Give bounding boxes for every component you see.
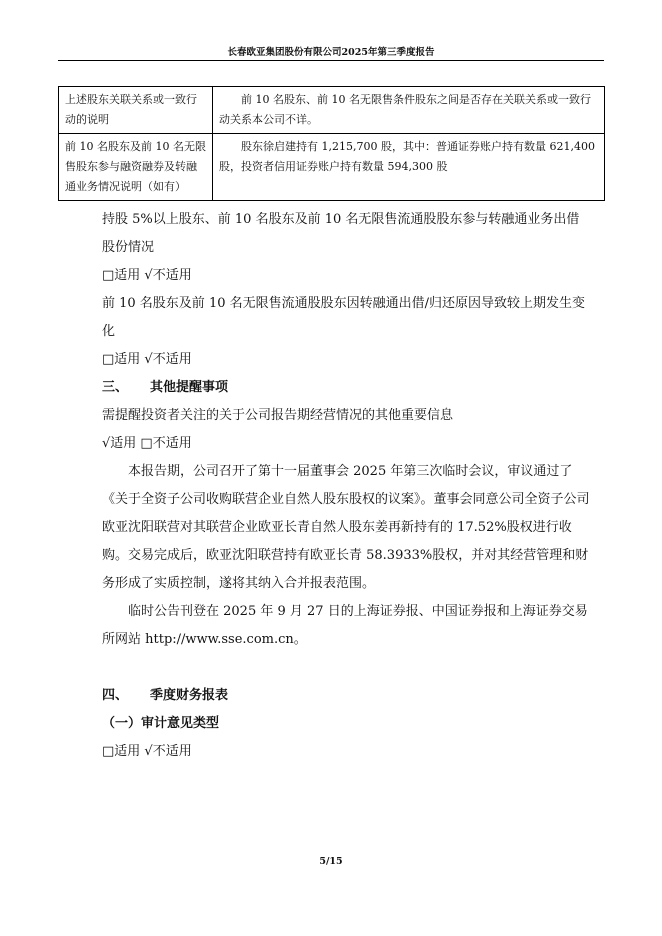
table-row (59, 134, 605, 201)
paragraph-board-meeting: 本报告期，公司召开了第十一届董事会 2025 年第三次临时会议，审议通过了《关于全资子公司收购联营企业自然人股东股权的议案》。董事会同意公司全资子公司欧亚沈阳联营对其联营企业欧亚长青自然人股东姜再新持有的 17.52%股权进行收购。交易完成后，欧亚沈阳联营持有欧亚长青 58.3933%股权，并对其经营管理和财务形成了实质控制，遂将其纳入合并报表范围。 (102, 464, 590, 591)
table-cell-label: 前 10 名股东及前 10 名无限售股东参与融资融券及转融通业务情况说明（如有） (59, 134, 213, 201)
shareholder-info-table (58, 86, 605, 201)
paragraph-reminder-intro: 需提醒投资者关注的关于公司报告期经营情况的其他重要信息 (102, 408, 454, 423)
table-cell-content: 股东徐启建持有 1,215,700 股，其中：普通证券账户持有数量 621,400 股，投资者信用证券账户持有数量 594,300 股 (213, 134, 605, 201)
section-title: 季度财务报表 (150, 688, 229, 703)
paragraph-lending-change: 前 10 名股东及前 10 名无限售流通股股东因转融通出借/归还原因导致较上期发生变化 (102, 296, 585, 339)
header-divider (58, 60, 604, 61)
table-cell-content: 前 10 名股东、前 10 名无限售条件股东之间是否存在关联关系或一致行动关系本公司不详。 (213, 87, 605, 134)
paragraph-lending-status: 持股 5%以上股东、前 10 名股东及前 10 名无限售流通股股东参与转融通业务出借股份情况 (102, 212, 580, 255)
checkbox-line-applicable: □适用 √不适用 (102, 352, 192, 367)
report-header-title: 长春欧亚集团股份有限公司2025年第三季度报告 (227, 47, 435, 58)
subsection-heading-audit-opinion: （一）审计意见类型 (102, 716, 220, 731)
checkbox-line-applicable: □适用 √不适用 (102, 268, 192, 283)
section-number: 三、 (102, 380, 129, 395)
table-row (59, 87, 605, 134)
paragraph-announcement: 临时公告刊登在 2025 年 9 月 27 日的上海证券报、中国证券报和上海证券交易所网站 http://www.sse.com.cn。 (102, 604, 588, 647)
page-number: 5/15 (319, 856, 343, 867)
table-cell-label: 上述股东关联关系或一致行动的说明 (59, 87, 213, 134)
section-number: 四、 (102, 688, 129, 703)
section-heading-other-reminders (102, 374, 592, 402)
section-heading-financial-statements (102, 682, 592, 710)
section-title: 其他提醒事项 (150, 380, 229, 395)
checkbox-line-applicable: √适用 □不适用 (102, 436, 192, 451)
checkbox-line-applicable: □适用 √不适用 (102, 744, 192, 759)
